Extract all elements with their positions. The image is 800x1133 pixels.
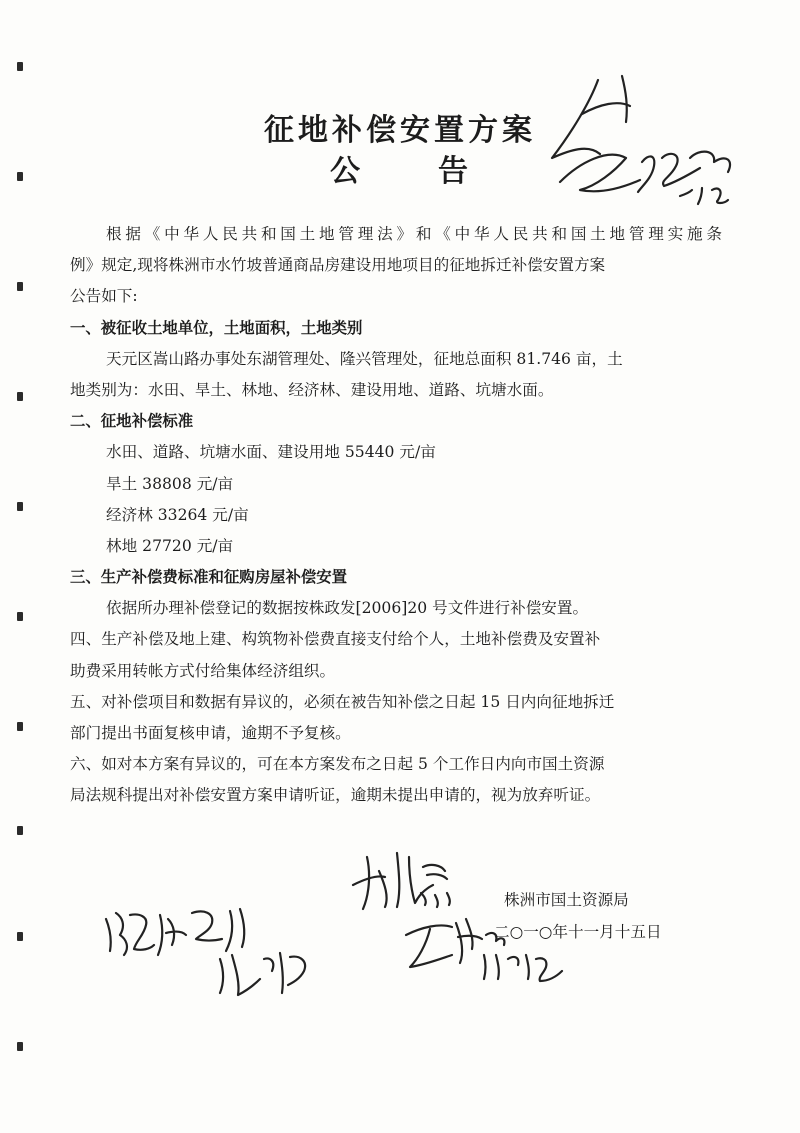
section6-line: 六、如对本方案有异议的，可在本方案发布之日起 5 个工作日内向市国土资源 xyxy=(70,755,605,774)
intro-line: 根据《中华人民共和国土地管理法》和《中华人民共和国土地管理实施条 xyxy=(106,225,722,243)
section5-line: 部门提出书面复核申请，逾期不予复核。 xyxy=(70,724,351,742)
intro-line: 例》规定,现将株洲市水竹坡普通商品房建设用地项目的征地拆迁补偿安置方案 xyxy=(70,256,606,275)
issue-date: 二○一○年十一月十五日 xyxy=(494,923,662,941)
binding-hole-mark xyxy=(17,1042,23,1051)
section1-line: 天元区嵩山路办事处东湖管理处、隆兴管理处，征地总面积 81.746 亩，土 xyxy=(106,349,623,368)
binding-hole-mark xyxy=(17,282,23,291)
binding-hole-mark xyxy=(17,392,23,401)
document-title: 征地补偿安置方案 xyxy=(264,113,536,148)
section1-line: 地类别为：水田、旱土、林地、经济林、建设用地、道路、坑塘水面。 xyxy=(70,380,554,399)
compensation-item: 旱土 38808 元/亩 xyxy=(106,474,234,493)
binding-hole-mark xyxy=(17,62,23,71)
compensation-item: 水田、道路、坑塘水面、建设用地 55440 元/亩 xyxy=(106,443,436,462)
issuer-name: 株洲市国土资源局 xyxy=(504,891,629,909)
section-heading-3: 三、生产补偿费标准和征购房屋补偿安置 xyxy=(70,568,348,587)
binding-hole-mark xyxy=(17,502,23,511)
section5-line: 五、对补偿项目和数据有异议的，必须在被告知补偿之日起 15 日内向征地拆迁 xyxy=(70,692,615,711)
section-heading-2: 二、征地补偿标准 xyxy=(70,412,194,431)
binding-hole-mark xyxy=(17,612,23,621)
handwritten-approval-signature xyxy=(530,62,760,222)
binding-hole-mark xyxy=(17,826,23,835)
section-heading-1: 一、被征收土地单位，土地面积，土地类别 xyxy=(70,318,363,337)
binding-hole-mark xyxy=(17,722,23,731)
intro-line: 公告如下: xyxy=(70,287,138,306)
subtitle-char: 告 xyxy=(438,154,470,189)
binding-hole-mark xyxy=(17,932,23,941)
handwritten-signature-date xyxy=(400,905,575,985)
section4-line: 四、生产补偿及地上建、构筑物补偿费直接支付给个人，土地补偿费及安置补 xyxy=(70,630,601,649)
compensation-item: 林地 27720 元/亩 xyxy=(106,536,234,555)
document-body xyxy=(70,219,722,812)
section3-line: 依据所办理补偿登记的数据按株政发[2006]20 号文件进行补偿安置。 xyxy=(106,599,589,618)
subtitle-char: 公 xyxy=(330,154,362,189)
section4-line: 助费采用转帐方式付给集体经济组织。 xyxy=(70,661,336,680)
compensation-item: 经济林 33264 元/亩 xyxy=(106,505,249,524)
handwritten-note-left xyxy=(100,895,320,1005)
section6-line: 局法规科提出对补偿安置方案申请听证，逾期未提出申请的，视为放弃听证。 xyxy=(70,786,601,805)
